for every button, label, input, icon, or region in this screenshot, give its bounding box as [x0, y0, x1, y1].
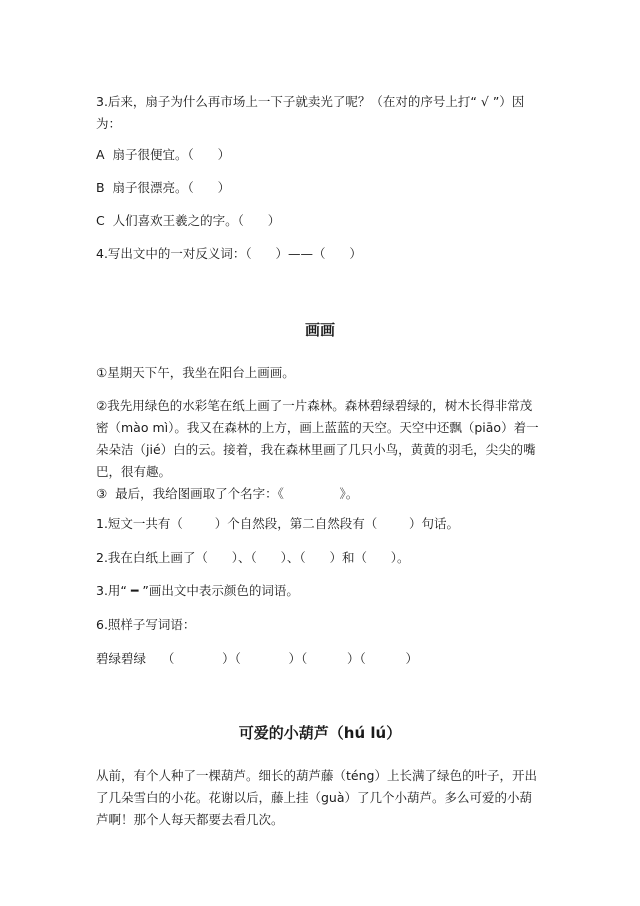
question-3-line-2: 为： [96, 116, 122, 131]
gourd-paragraph-line-3: 芦啊！那个人每天都要去看几次。 [96, 812, 284, 827]
gourd-paragraph-line-1: 从前，有个人种了一棵葫芦。细长的葫芦藤（téng）上长满了绿色的叶子，开出 [96, 768, 537, 783]
question-1: 1.短文一共有（ ）个自然段，第二自然段有（ ）句话。 [96, 516, 460, 531]
gourd-paragraph-line-2: 了几朵雪白的小花。花谢以后，藤上挂（guà）了几个小葫芦。多么可爱的小葫 [96, 790, 533, 805]
paragraph-3: ③ 最后，我给图画取了个名字：《 》。 [96, 486, 359, 501]
section-title-drawing: 画画 [304, 321, 335, 339]
question-3: 3.用“ ━ ”画出文中表示颜色的词语。 [96, 583, 299, 598]
question-6: 6.照样子写词语： [96, 617, 196, 632]
option-c: C 人们喜欢王羲之的字。（ ） [96, 213, 281, 228]
example-words: 碧绿碧绿 （ ）（ ）（ ）（ ） [96, 651, 418, 666]
paragraph-2-line-4: 巴，很有趣。 [96, 464, 172, 479]
question-3-line-1: 3.后来，扇子为什么再市场上一下子就卖光了呢？（在对的序号上打“ √ ”）因 [96, 94, 525, 109]
question-4: 4.写出文中的一对反义词：（ ）——（ ） [96, 246, 362, 261]
option-b: B 扇子很漂亮。（ ） [96, 180, 231, 195]
question-2: 2.我在白纸上画了（ ）、（ ）、（ ）和（ ）。 [96, 550, 410, 565]
paragraph-2-line-1: ②我先用绿色的水彩笔在纸上画了一片森林。森林碧绿碧绿的，树木长得非常茂 [96, 398, 533, 413]
option-a: A 扇子很便宜。（ ） [96, 147, 231, 162]
paragraph-1: ①星期天下午，我坐在阳台上画画。 [96, 365, 295, 380]
paragraph-2-line-2: 密（mào mì）。我又在森林的上方，画上蓝蓝的天空。天空中还飘（piāo）着一 [96, 420, 539, 435]
paragraph-2-line-3: 朵朵洁（jié）白的云。接着，我在森林里画了几只小鸟，黄黄的羽毛，尖尖的嘴 [96, 442, 536, 457]
section-title-gourd: 可爱的小葫芦（hú lú） [238, 724, 402, 742]
